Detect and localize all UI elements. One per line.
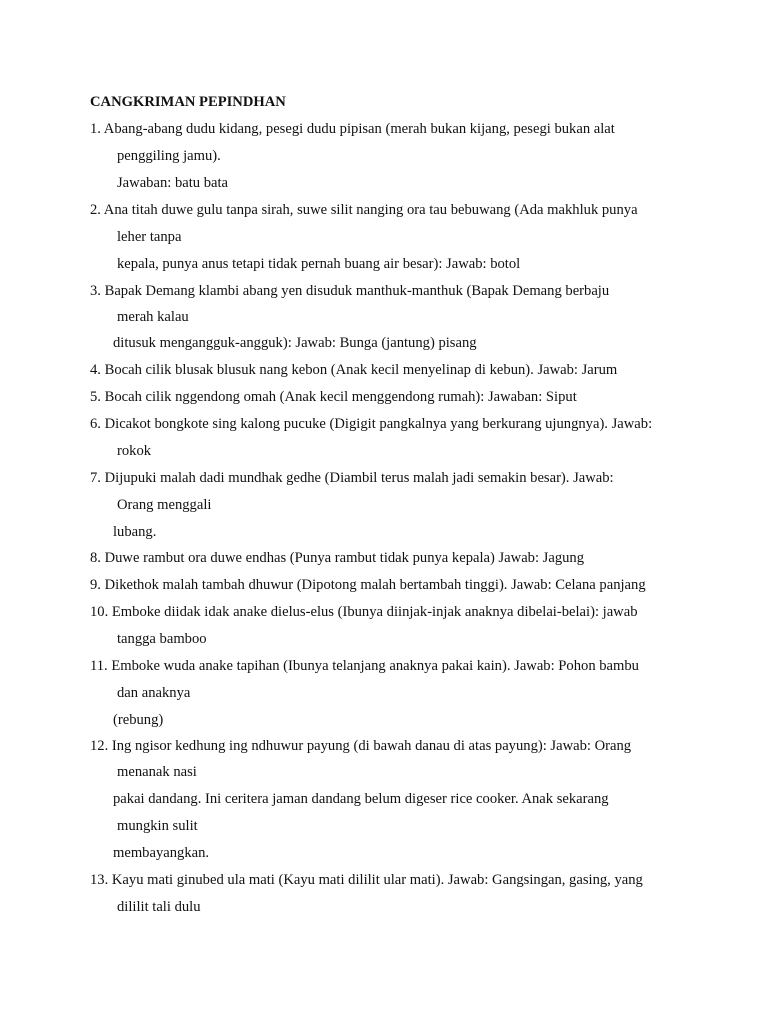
riddle-10-line-1: 10. Emboke diidak idak anake dielus-elus (Ibunya diinjak-injak anaknya dibelai-belai): jawab bbox=[90, 604, 638, 620]
riddle-1-line-1: 1. Abang-abang dudu kidang, pesegi dudu pipisan (merah bukan kijang, pesegi bukan alat bbox=[90, 121, 615, 137]
riddle-11-line-1: 11. Emboke wuda anake tapihan (Ibunya telanjang anaknya pakai kain). Jawab: Pohon bambu bbox=[90, 658, 639, 674]
riddle-3-line-3: ditusuk mengangguk-angguk): Jawab: Bunga (jantung) pisang bbox=[113, 335, 477, 351]
riddle-1-answer: Jawaban: batu bata bbox=[117, 175, 229, 191]
riddle-7-line-1: 7. Dijupuki malah dadi mundhak gedhe (Diambil terus malah jadi semakin besar). Jawab: bbox=[90, 470, 614, 486]
riddle-13-line-2: dililit tali dulu bbox=[117, 899, 201, 915]
riddle-8-line-1: 8. Duwe rambut ora duwe endhas (Punya rambut tidak punya kepala) Jawab: Jagung bbox=[90, 550, 585, 566]
riddle-4-line-1: 4. Bocah cilik blusak blusuk nang kebon (Anak kecil menyelinap di kebun). Jawab: Jarum bbox=[90, 362, 618, 378]
riddle-2-line-1: 2. Ana titah duwe gulu tanpa sirah, suwe silit nanging ora tau bebuwang (Ada makhluk punya bbox=[90, 202, 638, 218]
riddle-2-line-3: kepala, punya anus tetapi tidak pernah buang air besar): Jawab: botol bbox=[117, 256, 521, 272]
riddle-10-line-2: tangga bamboo bbox=[117, 631, 207, 647]
riddle-6-line-1: 6. Dicakot bongkote sing kalong pucuke (Digigit pangkalnya yang berkurang ujungnya). Jawab: bbox=[90, 416, 653, 432]
riddle-12-line-5: membayangkan. bbox=[113, 845, 210, 861]
riddle-11-line-2: dan anaknya bbox=[117, 685, 191, 701]
riddle-2-line-2: leher tanpa bbox=[117, 229, 182, 245]
riddle-7-line-3: lubang. bbox=[113, 524, 157, 540]
riddle-12-line-1: 12. Ing ngisor kedhung ing ndhuwur payung (di bawah danau di atas payung): Jawab: Orang bbox=[90, 738, 632, 754]
riddle-7-line-2: Orang menggali bbox=[117, 497, 212, 513]
riddle-11-line-3: (rebung) bbox=[113, 712, 164, 728]
riddle-12-line-4: mungkin sulit bbox=[117, 818, 198, 834]
riddle-5-line-1: 5. Bocah cilik nggendong omah (Anak kecil menggendong rumah): Jawaban: Siput bbox=[90, 389, 577, 405]
riddle-3-line-2: merah kalau bbox=[117, 309, 189, 325]
document-title: CANGKRIMAN PEPINDHAN bbox=[90, 94, 286, 110]
riddle-1-line-2: penggiling jamu). bbox=[117, 148, 221, 164]
riddle-12-line-3: pakai dandang. Ini ceritera jaman dandang belum digeser rice cooker. Anak sekarang bbox=[113, 791, 609, 807]
riddle-12-line-2: menanak nasi bbox=[117, 764, 197, 780]
riddle-9-line-1: 9. Dikethok malah tambah dhuwur (Dipotong malah bertambah tinggi). Jawab: Celana panjang bbox=[90, 577, 646, 593]
riddle-3-line-1: 3. Bapak Demang klambi abang yen disuduk manthuk-manthuk (Bapak Demang berbaju bbox=[90, 283, 610, 299]
riddle-6-line-2: rokok bbox=[117, 443, 152, 459]
riddle-13-line-1: 13. Kayu mati ginubed ula mati (Kayu mati dililit ular mati). Jawab: Gangsingan, gasing, yang bbox=[90, 872, 643, 888]
